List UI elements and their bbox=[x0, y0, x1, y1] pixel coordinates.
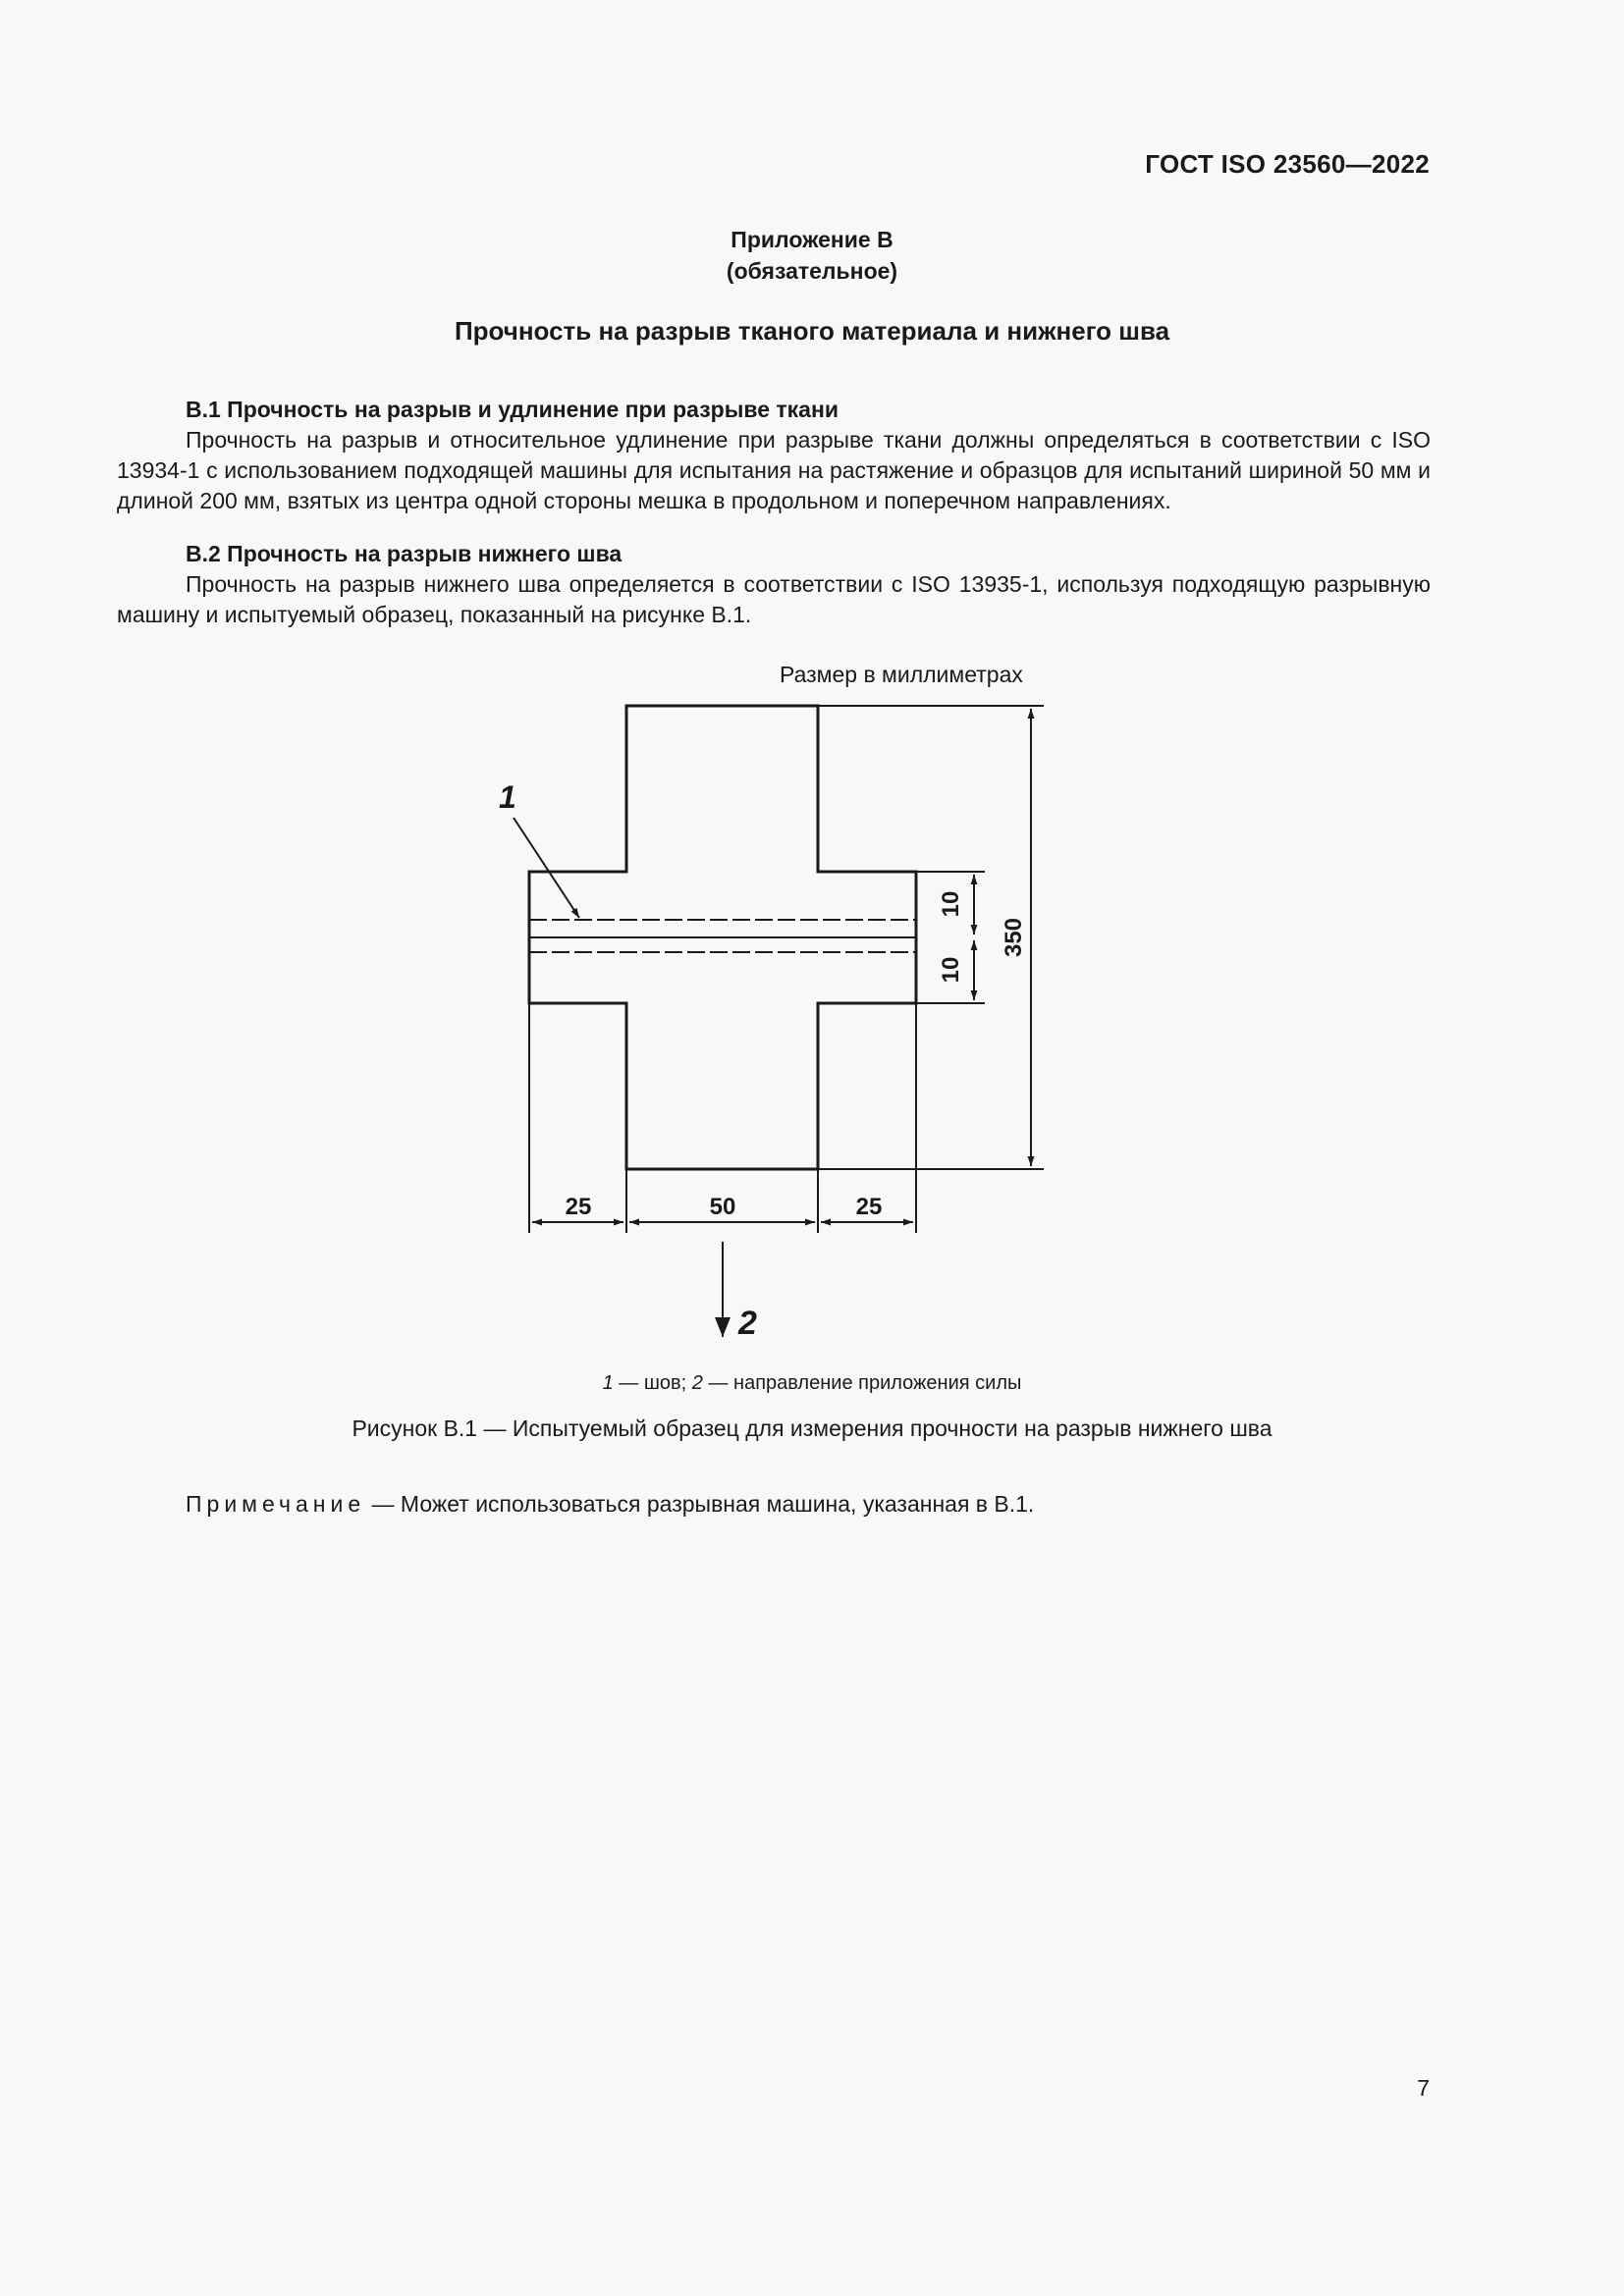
clause-paragraph: Прочность на разрыв нижнего шва определяется в соответствии с ISO 13935-1, используя подходящую разрывную машину и испытуемый образец, показанный на рисунке В.1. bbox=[117, 571, 1431, 627]
annex-heading: Прочность на разрыв тканого материала и нижнего шва bbox=[454, 316, 1170, 346]
standard-code: ГОСТ ISO 23560—2022 bbox=[1145, 149, 1430, 179]
note-text: — Может использоваться разрывная машина, указанная в В.1. bbox=[365, 1491, 1035, 1517]
dim-label-25-left: 25 bbox=[565, 1194, 592, 1220]
note bbox=[186, 1491, 1034, 1518]
dim-label-10-upper: 10 bbox=[938, 890, 964, 918]
dim-label-350: 350 bbox=[1001, 917, 1027, 958]
figure-caption: Рисунок В.1 — Испытуемый образец для измерения прочности на разрыв нижнего шва bbox=[352, 1415, 1272, 1441]
legend-item-1-text: — шов; bbox=[613, 1372, 692, 1394]
figure-units-note: Размер в миллиметрах bbox=[780, 662, 1023, 687]
annex-title: Приложение В bbox=[731, 227, 893, 252]
dim-label-25-right: 25 bbox=[855, 1194, 883, 1220]
clause-paragraph: Прочность на разрыв и относительное удлинение при разрыве ткани должны определяться в соответствии с ISO 13934-1 с использованием подходящей машины для испытания на растяжение и образцов для испытаний шириной 50 мм и длиной 200 мм, взятых из центра одной стороны мешка в продольном и поперечном направлениях. bbox=[117, 427, 1431, 513]
annex-status: (обязательное) bbox=[726, 258, 898, 284]
legend-item-1-number: 1 bbox=[602, 1372, 614, 1394]
legend-item-2-number: 2 bbox=[691, 1372, 703, 1394]
callout-seam-leader bbox=[514, 818, 579, 918]
clause-heading: В.2 Прочность на разрыв нижнего шва bbox=[186, 541, 623, 566]
clause-heading: В.1 Прочность на разрыв и удлинение при разрыве ткани bbox=[186, 397, 839, 422]
callout-force-number: 2 bbox=[738, 1305, 757, 1342]
callout-seam-number: 1 bbox=[499, 779, 516, 815]
note-label: Примечание bbox=[186, 1491, 366, 1517]
legend-item-2-text: — направление приложения силы bbox=[702, 1372, 1022, 1394]
dim-label-50: 50 bbox=[709, 1194, 736, 1220]
dim-label-10-lower: 10 bbox=[938, 956, 964, 984]
figure-legend bbox=[0, 1372, 1624, 1395]
page-number: 7 bbox=[1417, 2075, 1430, 2101]
